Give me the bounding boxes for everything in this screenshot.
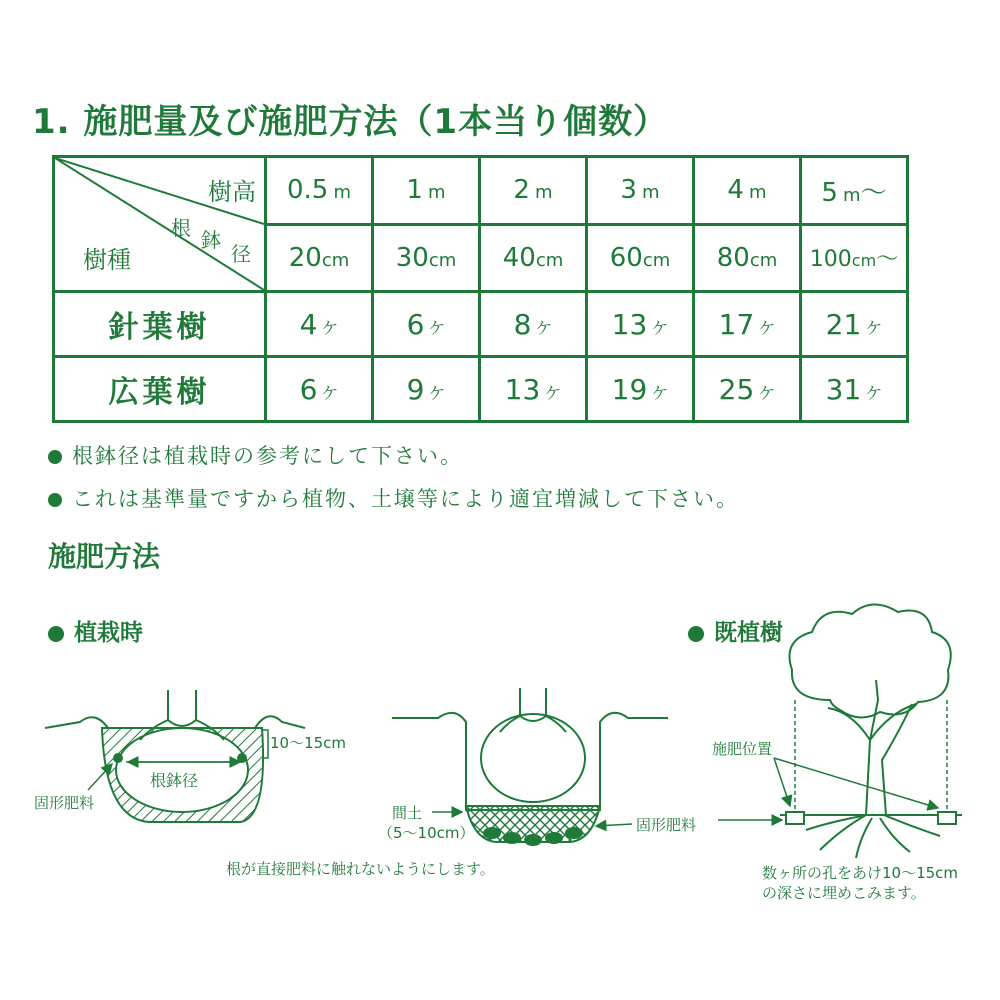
soil-label: 間土 bbox=[392, 804, 423, 822]
fertilizer-label: 固形肥料 bbox=[34, 794, 95, 812]
diameter-cell: 40cm bbox=[480, 224, 587, 292]
corner-species-label: 樹種 bbox=[83, 246, 131, 274]
soil-depth-label: （5〜10cm） bbox=[378, 824, 475, 842]
height-cell: 3 m bbox=[587, 157, 694, 225]
count-cell: 31 ケ bbox=[801, 357, 908, 422]
count-cell: 8 ケ bbox=[480, 292, 587, 357]
planting-caption: 根が直接肥料に触れないようにします。 bbox=[226, 860, 495, 878]
fertilizer-position-label: 施肥位置 bbox=[712, 740, 773, 758]
diameter-cell: 100cm〜 bbox=[801, 224, 908, 292]
page-title: 1. 施肥量及び施肥方法（1本当り個数） bbox=[32, 102, 669, 142]
count-cell: 13 ケ bbox=[480, 357, 587, 422]
count-cell: 25 ケ bbox=[694, 357, 801, 422]
note-base-amount: これは基準量ですから植物、土壌等により適宜増減して下さい。 bbox=[48, 483, 739, 513]
height-cell: 0.5 m bbox=[266, 157, 373, 225]
species-broadleaf: 広葉樹 bbox=[54, 357, 266, 422]
count-cell: 17 ケ bbox=[694, 292, 801, 357]
fertilizer-label-2: 固形肥料 bbox=[636, 816, 697, 834]
method-heading: 施肥方法 bbox=[48, 540, 161, 573]
corner-root-char-1: 根 bbox=[171, 216, 191, 240]
corner-root-char-3: 径 bbox=[231, 242, 251, 266]
diameter-cell: 30cm bbox=[373, 224, 480, 292]
height-cell: 2 m bbox=[480, 157, 587, 225]
note-root-ball: 根鉢径は植栽時の参考にして下さい。 bbox=[48, 440, 463, 470]
existing-caption-2: の深さに埋めこみます。 bbox=[762, 884, 926, 902]
depth-label: 10〜15cm bbox=[270, 734, 347, 752]
height-cell: 1 m bbox=[373, 157, 480, 225]
count-cell: 21 ケ bbox=[801, 292, 908, 357]
height-cell: 4 m bbox=[694, 157, 801, 225]
species-conifer: 針葉樹 bbox=[54, 292, 266, 357]
existing-caption-1: 数ヶ所の孔をあけ10〜15cm bbox=[762, 864, 959, 882]
count-cell: 4 ケ bbox=[266, 292, 373, 357]
fertilizer-dot bbox=[113, 753, 123, 763]
count-cell: 6 ケ bbox=[373, 292, 480, 357]
diameter-cell: 80cm bbox=[694, 224, 801, 292]
count-cell: 6 ケ bbox=[266, 357, 373, 422]
count-cell: 19 ケ bbox=[587, 357, 694, 422]
existing-tree-subheading: 既植樹 bbox=[688, 614, 783, 647]
count-cell: 13 ケ bbox=[587, 292, 694, 357]
diameter-cell: 60cm bbox=[587, 224, 694, 292]
corner-root-char-2: 鉢 bbox=[201, 228, 221, 252]
count-cell: 9 ケ bbox=[373, 357, 480, 422]
soil-layer-diagram bbox=[392, 688, 668, 842]
corner-height-label: 樹高 bbox=[208, 178, 256, 206]
tree-diagram bbox=[780, 604, 962, 858]
planting-subheading: 植栽時 bbox=[48, 614, 143, 647]
root-ball-label: 根鉢径 bbox=[150, 768, 198, 791]
height-cell: 5 m〜 bbox=[801, 157, 908, 225]
diameter-cell: 20cm bbox=[266, 224, 373, 292]
